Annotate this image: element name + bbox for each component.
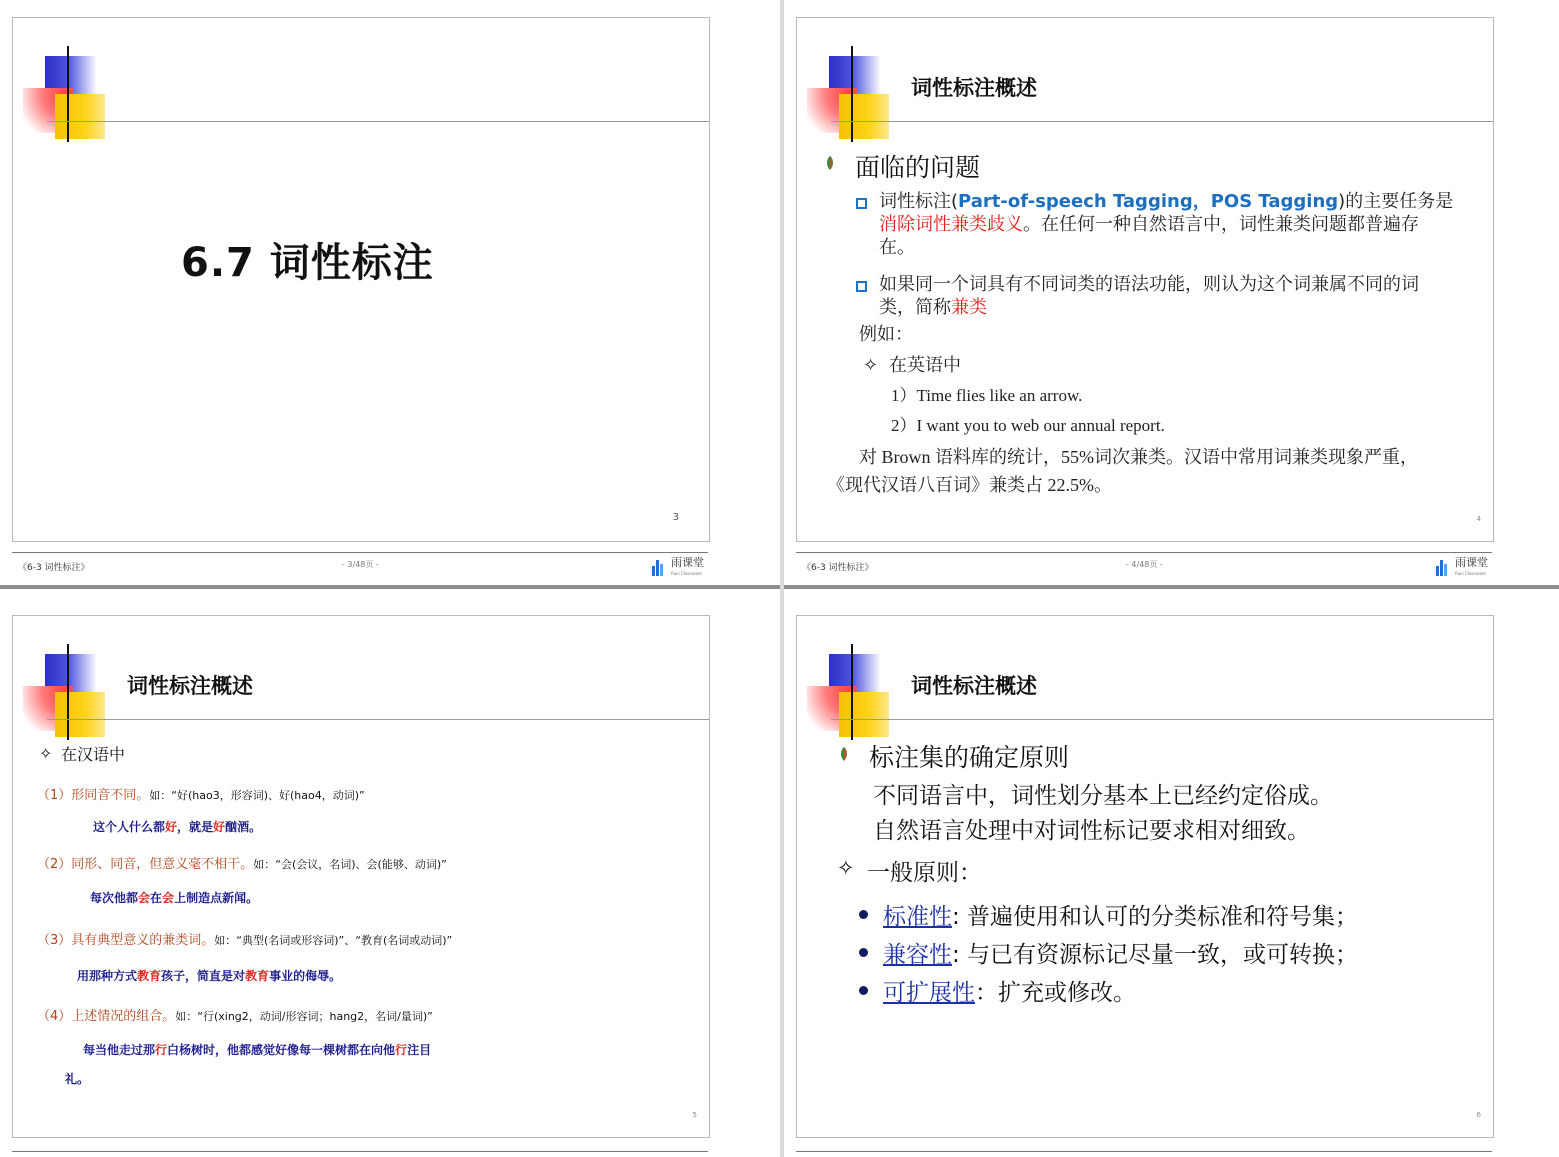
footer-page-indicator: - 4/48页 - — [1126, 560, 1163, 569]
page-panel-6 — [784, 589, 1559, 1157]
brown-corpus-stats: 对 Brown 语料库的统计，55%词次兼类。汉语中常用词兼类现象严重， — [859, 447, 1418, 467]
decor-horizontal-line — [47, 121, 709, 122]
example-label: 例如： — [859, 324, 913, 345]
slide-main-title: 6.7 词性标注 — [181, 240, 434, 286]
slide-6 — [796, 615, 1494, 1138]
decor-yellow-square — [839, 692, 889, 737]
slide-title: 词性标注概述 — [911, 674, 1037, 698]
diamond-bullet-icon: ✧ — [837, 856, 855, 880]
square-bullet-icon — [856, 281, 867, 292]
chinese-stats: 《现代汉语八百词》兼类占 22.5%。 — [827, 475, 1112, 495]
case-1-example: 这个人什么都好，就是好酗酒。 — [93, 820, 262, 834]
decor-vertical-line — [67, 46, 69, 142]
case-4-example-end: 礼。 — [65, 1072, 90, 1086]
slide-page-number: 6 — [1476, 1111, 1481, 1119]
slide-page-number: 3 — [672, 512, 679, 523]
principle-extensible: 可扩展性：扩充或修改。 — [883, 980, 1136, 1006]
brand-logo — [1436, 557, 1488, 579]
slide-4 — [796, 17, 1494, 542]
slide-decoration — [13, 18, 709, 148]
brand-subtitle: Rain Classroom — [1455, 571, 1486, 576]
bullet-multi-category: 如果同一个词具有不同词类的语法功能，则认为这个词兼属不同的词 类，简称兼类 — [879, 274, 1419, 318]
square-bullet-icon — [856, 198, 867, 209]
english-label: 在英语中 — [889, 355, 961, 376]
principle-compatible: 兼容性: 与已有资源标记尽量一致，或可转换； — [883, 942, 1359, 968]
slide-page-number: 4 — [1476, 515, 1481, 523]
page-footer — [12, 552, 708, 575]
page-footer — [796, 552, 1492, 575]
page-footer-partial — [12, 1151, 708, 1157]
footer-page-indicator: - 3/48页 - — [342, 560, 379, 569]
slide-title: 词性标注概述 — [911, 76, 1037, 100]
footer-doc-title: 《6-3 词性标注》 — [802, 563, 874, 573]
page-footer-partial — [796, 1151, 1492, 1157]
decor-vertical-line — [851, 46, 853, 142]
decor-horizontal-line — [831, 121, 1493, 122]
brand-name: 雨课堂 — [671, 556, 704, 569]
slide-3 — [12, 17, 710, 542]
principle-line-1: 不同语言中，词性划分基本上已经约定俗成。 — [873, 783, 1333, 809]
decor-yellow-square — [839, 94, 889, 139]
page-panel-5 — [0, 589, 780, 1157]
decor-vertical-line — [851, 644, 853, 740]
general-principles-label: 一般原则： — [867, 860, 982, 886]
slide-decoration — [13, 616, 709, 746]
case-2: （2）同形、同音，但意义毫不相干。如：“会(会议，名词)、会(能够、动词)” — [37, 857, 447, 872]
slide-decoration — [797, 18, 1493, 148]
slide-title: 词性标注概述 — [127, 674, 253, 698]
brand-subtitle: Rain Classroom — [671, 571, 702, 576]
case-4: （4）上述情况的组合。如：“行(xing2，动词/形容词；hang2，名词/量词)” — [37, 1009, 433, 1024]
round-bullet-icon — [859, 910, 868, 919]
decor-horizontal-line — [831, 719, 1493, 720]
case-1: （1）形同音不同。如：“好(hao3，形容词)、好(hao4，动词)” — [37, 788, 365, 803]
slide-5 — [12, 615, 710, 1138]
round-bullet-icon — [859, 948, 868, 957]
principle-line-2: 自然语言处理中对词性标记要求相对细致。 — [873, 818, 1310, 844]
bullet-pos-tagging: 词性标注(Part-of-speech Tagging，POS Tagging)的主要任务是 消除词性兼类歧义。在任何一种自然语言中，词性兼类问题都普遍存 在。 — [879, 191, 1454, 258]
brand-logo — [652, 557, 704, 579]
english-example-2: 2）I want you to web our annual report. — [891, 416, 1165, 435]
decor-yellow-square — [55, 692, 105, 737]
leaf-bullet-icon — [825, 155, 835, 171]
chinese-label: 在汉语中 — [61, 745, 126, 764]
rain-classroom-icon — [1436, 560, 1452, 576]
diamond-bullet-icon: ✧ — [863, 355, 879, 376]
page-panel-4 — [784, 0, 1559, 585]
slide-heading: 面临的问题 — [855, 153, 981, 182]
rain-classroom-icon — [652, 560, 668, 576]
case-2-example: 每次他都会在会上制造点新闻。 — [90, 891, 259, 905]
slide-decoration — [797, 616, 1493, 746]
decor-vertical-line — [67, 644, 69, 740]
decor-yellow-square — [55, 94, 105, 139]
case-3: （3）具有典型意义的兼类词。如：“典型(名词或形容词)”、“教育(名词或动词)” — [37, 933, 453, 948]
round-bullet-icon — [859, 986, 868, 995]
case-4-example: 每当他走过那行白杨树时，他都感觉好像每一棵树都在向他行注目 — [83, 1043, 432, 1057]
principle-standard: 标准性: 普遍使用和认可的分类标准和符号集； — [883, 904, 1359, 930]
english-example-1: 1）Time flies like an arrow. — [891, 386, 1083, 405]
leaf-bullet-icon — [839, 746, 849, 762]
case-3-example: 用那种方式教育孩子，简直是对教育事业的侮辱。 — [77, 969, 342, 983]
footer-doc-title: 《6-3 词性标注》 — [18, 563, 90, 573]
decor-horizontal-line — [47, 719, 709, 720]
page-panel-3 — [0, 0, 780, 585]
diamond-bullet-icon: ✧ — [39, 744, 53, 763]
slide-heading: 标注集的确定原则 — [869, 743, 1070, 772]
brand-name: 雨课堂 — [1455, 556, 1488, 569]
slide-page-number: 5 — [692, 1111, 697, 1119]
